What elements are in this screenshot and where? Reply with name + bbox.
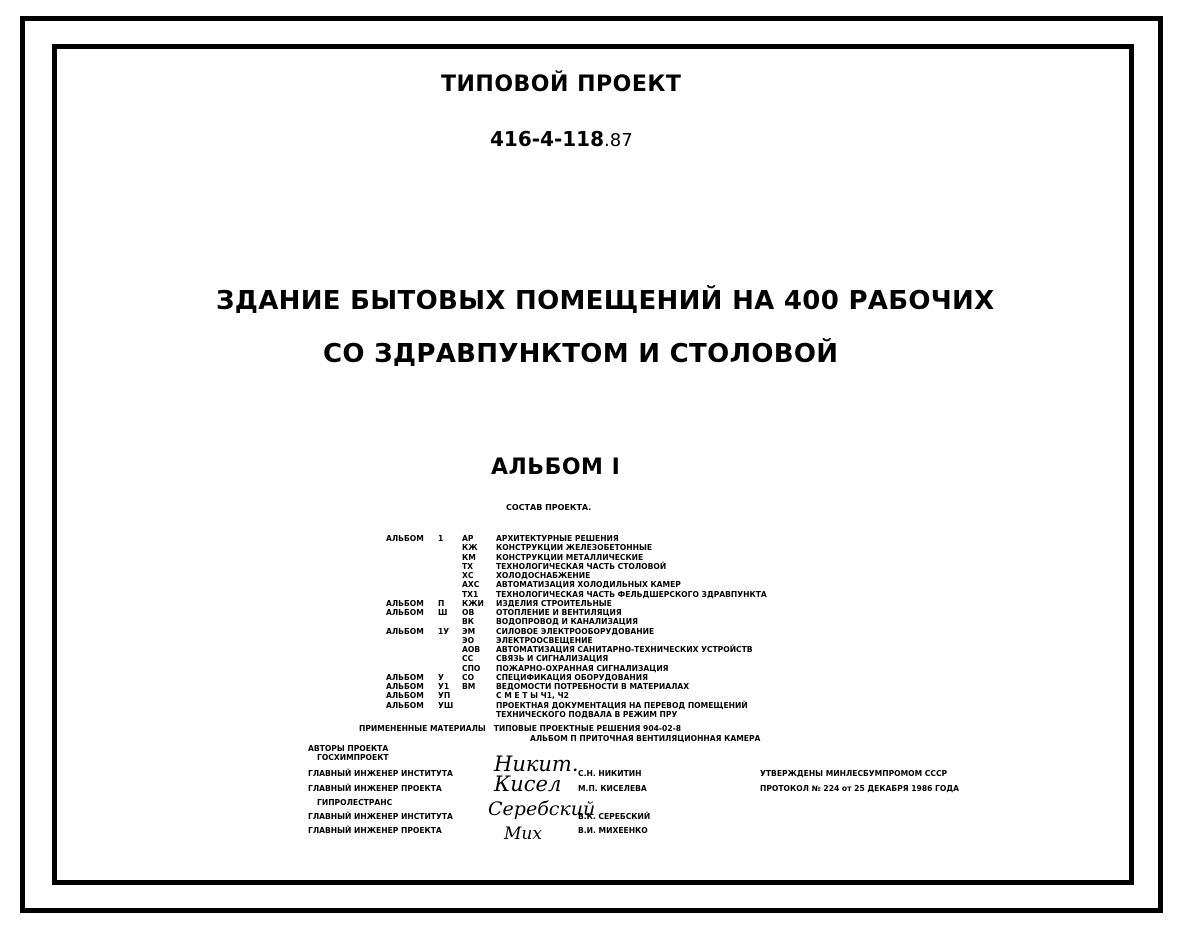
row-code: СС — [462, 654, 474, 664]
row-description: ИЗДЕЛИЯ СТРОИТЕЛЬНЫЕ — [496, 598, 612, 608]
author-org-2: ГИПРОЛЕСТРАНС — [317, 798, 393, 807]
main-title-line-2: СО ЗДРАВПУНКТОМ И СТОЛОВОЙ — [323, 339, 839, 369]
row-number: УШ — [438, 700, 454, 710]
signature: Серебский — [488, 798, 596, 820]
approval-line-1: УТВЕРЖДЕНЫ МИНЛЕСБУМПРОМОМ СССР — [760, 769, 948, 778]
row-description: С М Е Т Ы Ч1, Ч2 — [496, 691, 569, 701]
row-description: ВЕДОМОСТИ ПОТРЕБНОСТИ В МАТЕРИАЛАХ — [496, 682, 690, 691]
row-code: АР — [462, 534, 474, 543]
applied-materials-line-1: ТИПОВЫЕ ПРОЕКТНЫЕ РЕШЕНИЯ 904-02-8 — [493, 724, 682, 733]
author-name: М.П. КИСЕЛЕВА — [578, 784, 647, 793]
row-description: АВТОМАТИЗАЦИЯ ХОЛОДИЛЬНЫХ КАМЕР — [496, 580, 681, 590]
row-description: АВТОМАТИЗАЦИЯ САНИТАРНО-ТЕХНИЧЕСКИХ УСТРОЙСТВ — [496, 645, 753, 654]
row-code: АХС — [462, 580, 480, 590]
row-code: ВМ — [462, 682, 476, 691]
row-code: ВК — [462, 617, 474, 627]
row-description: ВОДОПРОВОД И КАНАЛИЗАЦИЯ — [496, 617, 638, 627]
row-description: ТЕХНИЧЕСКОГО ПОДВАЛА В РЕЖИМ ПРУ — [496, 709, 678, 719]
row-code: ХС — [462, 571, 474, 580]
row-description: АРХИТЕКТУРНЫЕ РЕШЕНИЯ — [496, 534, 619, 543]
author-role: ГЛАВНЫЙ ИНЖЕНЕР ПРОЕКТА — [308, 826, 442, 835]
row-code: КМ — [462, 552, 476, 562]
row-number: 1 — [438, 534, 444, 543]
row-code: АОВ — [462, 645, 481, 654]
project-number-main: 416-4-118 — [490, 127, 605, 151]
row-number: У — [438, 672, 444, 682]
applied-materials-label: ПРИМЕНЕННЫЕ МАТЕРИАЛЫ — [359, 724, 486, 733]
row-album: АЛЬБОМ — [386, 608, 424, 617]
row-album: АЛЬБОМ — [386, 691, 424, 701]
row-code: ЭМ — [462, 626, 476, 636]
row-album: АЛЬБОМ — [386, 598, 424, 608]
album-title: АЛЬБОМ I — [491, 455, 621, 480]
signature: Мих — [504, 824, 542, 844]
authors-heading: АВТОРЫ ПРОЕКТА — [308, 744, 389, 753]
row-description: ОТОПЛЕНИЕ И ВЕНТИЛЯЦИЯ — [496, 608, 622, 617]
row-description: ТЕХНОЛОГИЧЕСКАЯ ЧАСТЬ ФЕЛЬДШЕРСКОГО ЗДРАВПУНКТА — [496, 589, 767, 599]
row-code: ТХ — [462, 561, 474, 571]
row-description: ТЕХНОЛОГИЧЕСКАЯ ЧАСТЬ СТОЛОВОЙ — [496, 561, 667, 571]
row-code: СО — [462, 672, 475, 682]
approval-line-2: ПРОТОКОЛ № 224 от 25 ДЕКАБРЯ 1986 ГОДА — [760, 784, 959, 793]
project-number — [490, 127, 633, 151]
row-number: П — [438, 598, 445, 608]
row-album: АЛЬБОМ — [386, 534, 424, 543]
author-role: ГЛАВНЫЙ ИНЖЕНЕР ИНСТИТУТА — [308, 769, 453, 778]
applied-materials — [359, 724, 681, 733]
row-description: ПОЖАРНО-ОХРАННАЯ СИГНАЛИЗАЦИЯ — [496, 663, 669, 673]
row-code: ОВ — [462, 608, 475, 617]
document-type-title: ТИПОВОЙ ПРОЕКТ — [441, 72, 682, 97]
row-code: КЖ — [462, 543, 478, 553]
project-number-suffix: .87 — [604, 130, 633, 151]
row-description: ПРОЕКТНАЯ ДОКУМЕНТАЦИЯ НА ПЕРЕВОД ПОМЕЩЕНИЙ — [496, 700, 748, 710]
applied-materials-line-2: АЛЬБОМ П ПРИТОЧНАЯ ВЕНТИЛЯЦИОННАЯ КАМЕРА — [530, 734, 761, 743]
row-album: АЛЬБОМ — [386, 700, 424, 710]
signature: Никит. — [494, 752, 579, 776]
author-name: С.Н. НИКИТИН — [578, 769, 642, 778]
row-description: КОНСТРУКЦИИ ЖЕЛЕЗОБЕТОННЫЕ — [496, 543, 653, 553]
row-code: ТХ1 — [462, 589, 479, 599]
row-description: СВЯЗЬ И СИГНАЛИЗАЦИЯ — [496, 654, 609, 664]
main-title-line-1: ЗДАНИЕ БЫТОВЫХ ПОМЕЩЕНИЙ НА 400 РАБОЧИХ — [216, 286, 995, 316]
author-role: ГЛАВНЫЙ ИНЖЕНЕР ИНСТИТУТА — [308, 812, 453, 821]
row-code: КЖИ — [462, 598, 484, 608]
row-number: УП — [438, 691, 451, 701]
row-number: У1 — [438, 682, 450, 691]
row-code: ЭО — [462, 635, 475, 645]
author-role: ГЛАВНЫЙ ИНЖЕНЕР ПРОЕКТА — [308, 784, 442, 793]
row-description: СПЕЦИФИКАЦИЯ ОБОРУДОВАНИЯ — [496, 672, 648, 682]
author-name: В.И. МИХЕЕНКО — [578, 826, 648, 835]
row-album: АЛЬБОМ — [386, 626, 424, 636]
row-description: ЭЛЕКТРООСВЕЩЕНИЕ — [496, 635, 593, 645]
row-code: СПО — [462, 663, 481, 673]
row-album: АЛЬБОМ — [386, 682, 424, 691]
row-album: АЛЬБОМ — [386, 672, 424, 682]
row-description: КОНСТРУКЦИИ МЕТАЛЛИЧЕСКИЕ — [496, 552, 644, 562]
author-org-1: ГОСХИМПРОЕКТ — [317, 753, 389, 762]
row-number: Ш — [438, 608, 448, 617]
row-number: 1У — [438, 626, 450, 636]
signature: Кисел — [494, 772, 562, 796]
composition-title: СОСТАВ ПРОЕКТА. — [506, 503, 592, 512]
author-name: В.К. СЕРЕБСКИЙ — [578, 812, 651, 821]
row-description: ХОЛОДОСНАБЖЕНИЕ — [496, 571, 591, 580]
row-description: СИЛОВОЕ ЭЛЕКТРООБОРУДОВАНИЕ — [496, 626, 655, 636]
